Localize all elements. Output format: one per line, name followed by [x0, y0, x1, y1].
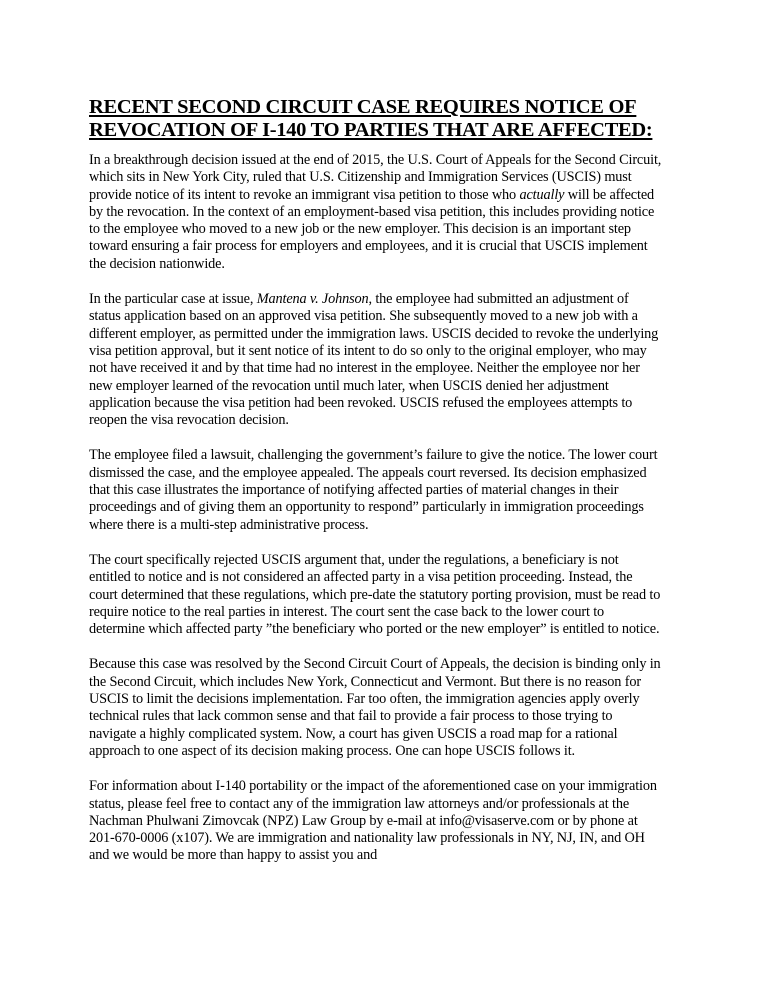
paragraph-scope: Because this case was resolved by the Second Circuit Court of Appeals, the decision is binding only in the Second Circuit, which includes New York, Connecticut and Vermont. But there is no reason for USCIS to limit the decisions implementation. Far too often, the immigration agencies apply overly technical rules that lack common sense and that fail to provide a fair process to those trying to navigate a highly complicated system. Now, a court has given USCIS a road map for a rational approach to one aspect of its decision making process. One can hope USCIS follows it. [89, 656, 661, 759]
paragraph-decision-summary: In a breakthrough decision issued at the end of 2015, the U.S. Court of Appeals for the Second Circuit, which sits in New York City, ruled that U.S. Citizenship and Immigration Services (USCIS) must provide notice of its intent to revoke an immigrant visa petition to those who actually will be affected by the revocation. In the context of an employment-based visa petition, this includes providing notice to the employee who moved to a new job or the new employer. This decision is an important step toward ensuring a fair process for employers and employees, and it is crucial that USCIS implement the decision nationwide. [89, 152, 662, 272]
paragraph-case-facts: In the particular case at issue, Mantena v. Johnson, the employee had submitted an adjustment of status application based on an approved visa petition. She subsequently moved to a new job with a different employer, as permitted under the immigration laws. USCIS decided to revoke the underlying visa petition approval, but it sent notice of its intent to do so only to the original employer, who may not have received it and by that time had no interest in the employee. Neither the employee nor her new employer learned of the revocation until much later, when USCIS denied her adjustment application because the visa petition had been revoked. USCIS refused the employees attempts to reopen the visa revocation decision. [89, 291, 659, 429]
title-line-1: RECENT SECOND CIRCUIT CASE REQUIRES NOTICE OF [89, 96, 637, 118]
document-title [89, 96, 663, 142]
paragraph-contact: For information about I-140 portability or the impact of the aforementioned case on your immigration status, please feel free to contact any of the immigration law attorneys and/or professionals at the Nachman Phulwani Zimovcak (NPZ) Law Group by e-mail at info@visaserve.com or by phone at 201-670-0006 (x107). We are immigration and nationality law professionals in NY, NJ, IN, and OH and we would be more than happy to assist you and [89, 778, 657, 864]
paragraph-court-ruling: The court specifically rejected USCIS argument that, under the regulations, a beneficiary is not entitled to notice and is not considered an affected party in a visa petition proceeding. Instead, the court determined that these regulations, which pre-date the statutory porting provision, must be read to require notice to the real parties in interest. The court sent the case back to the lower court to determine which affected party ”the beneficiary who ported or the new employer” is entitled to notice. [89, 551, 661, 638]
title-line-2: REVOCATION OF I-140 TO PARTIES THAT ARE AFFECTED: [89, 119, 653, 141]
paragraph-lawsuit: The employee filed a lawsuit, challenging the government’s failure to give the notice. The lower court dismissed the case, and the employee appealed. The appeals court reversed. Its decision emphasized that this case illustrates the importance of notifying affected parties of material changes in their proceedings and of giving them an opportunity to respond” particularly in immigration proceedings where there is a multi-step administrative process. [89, 447, 658, 533]
document-page [89, 96, 663, 883]
